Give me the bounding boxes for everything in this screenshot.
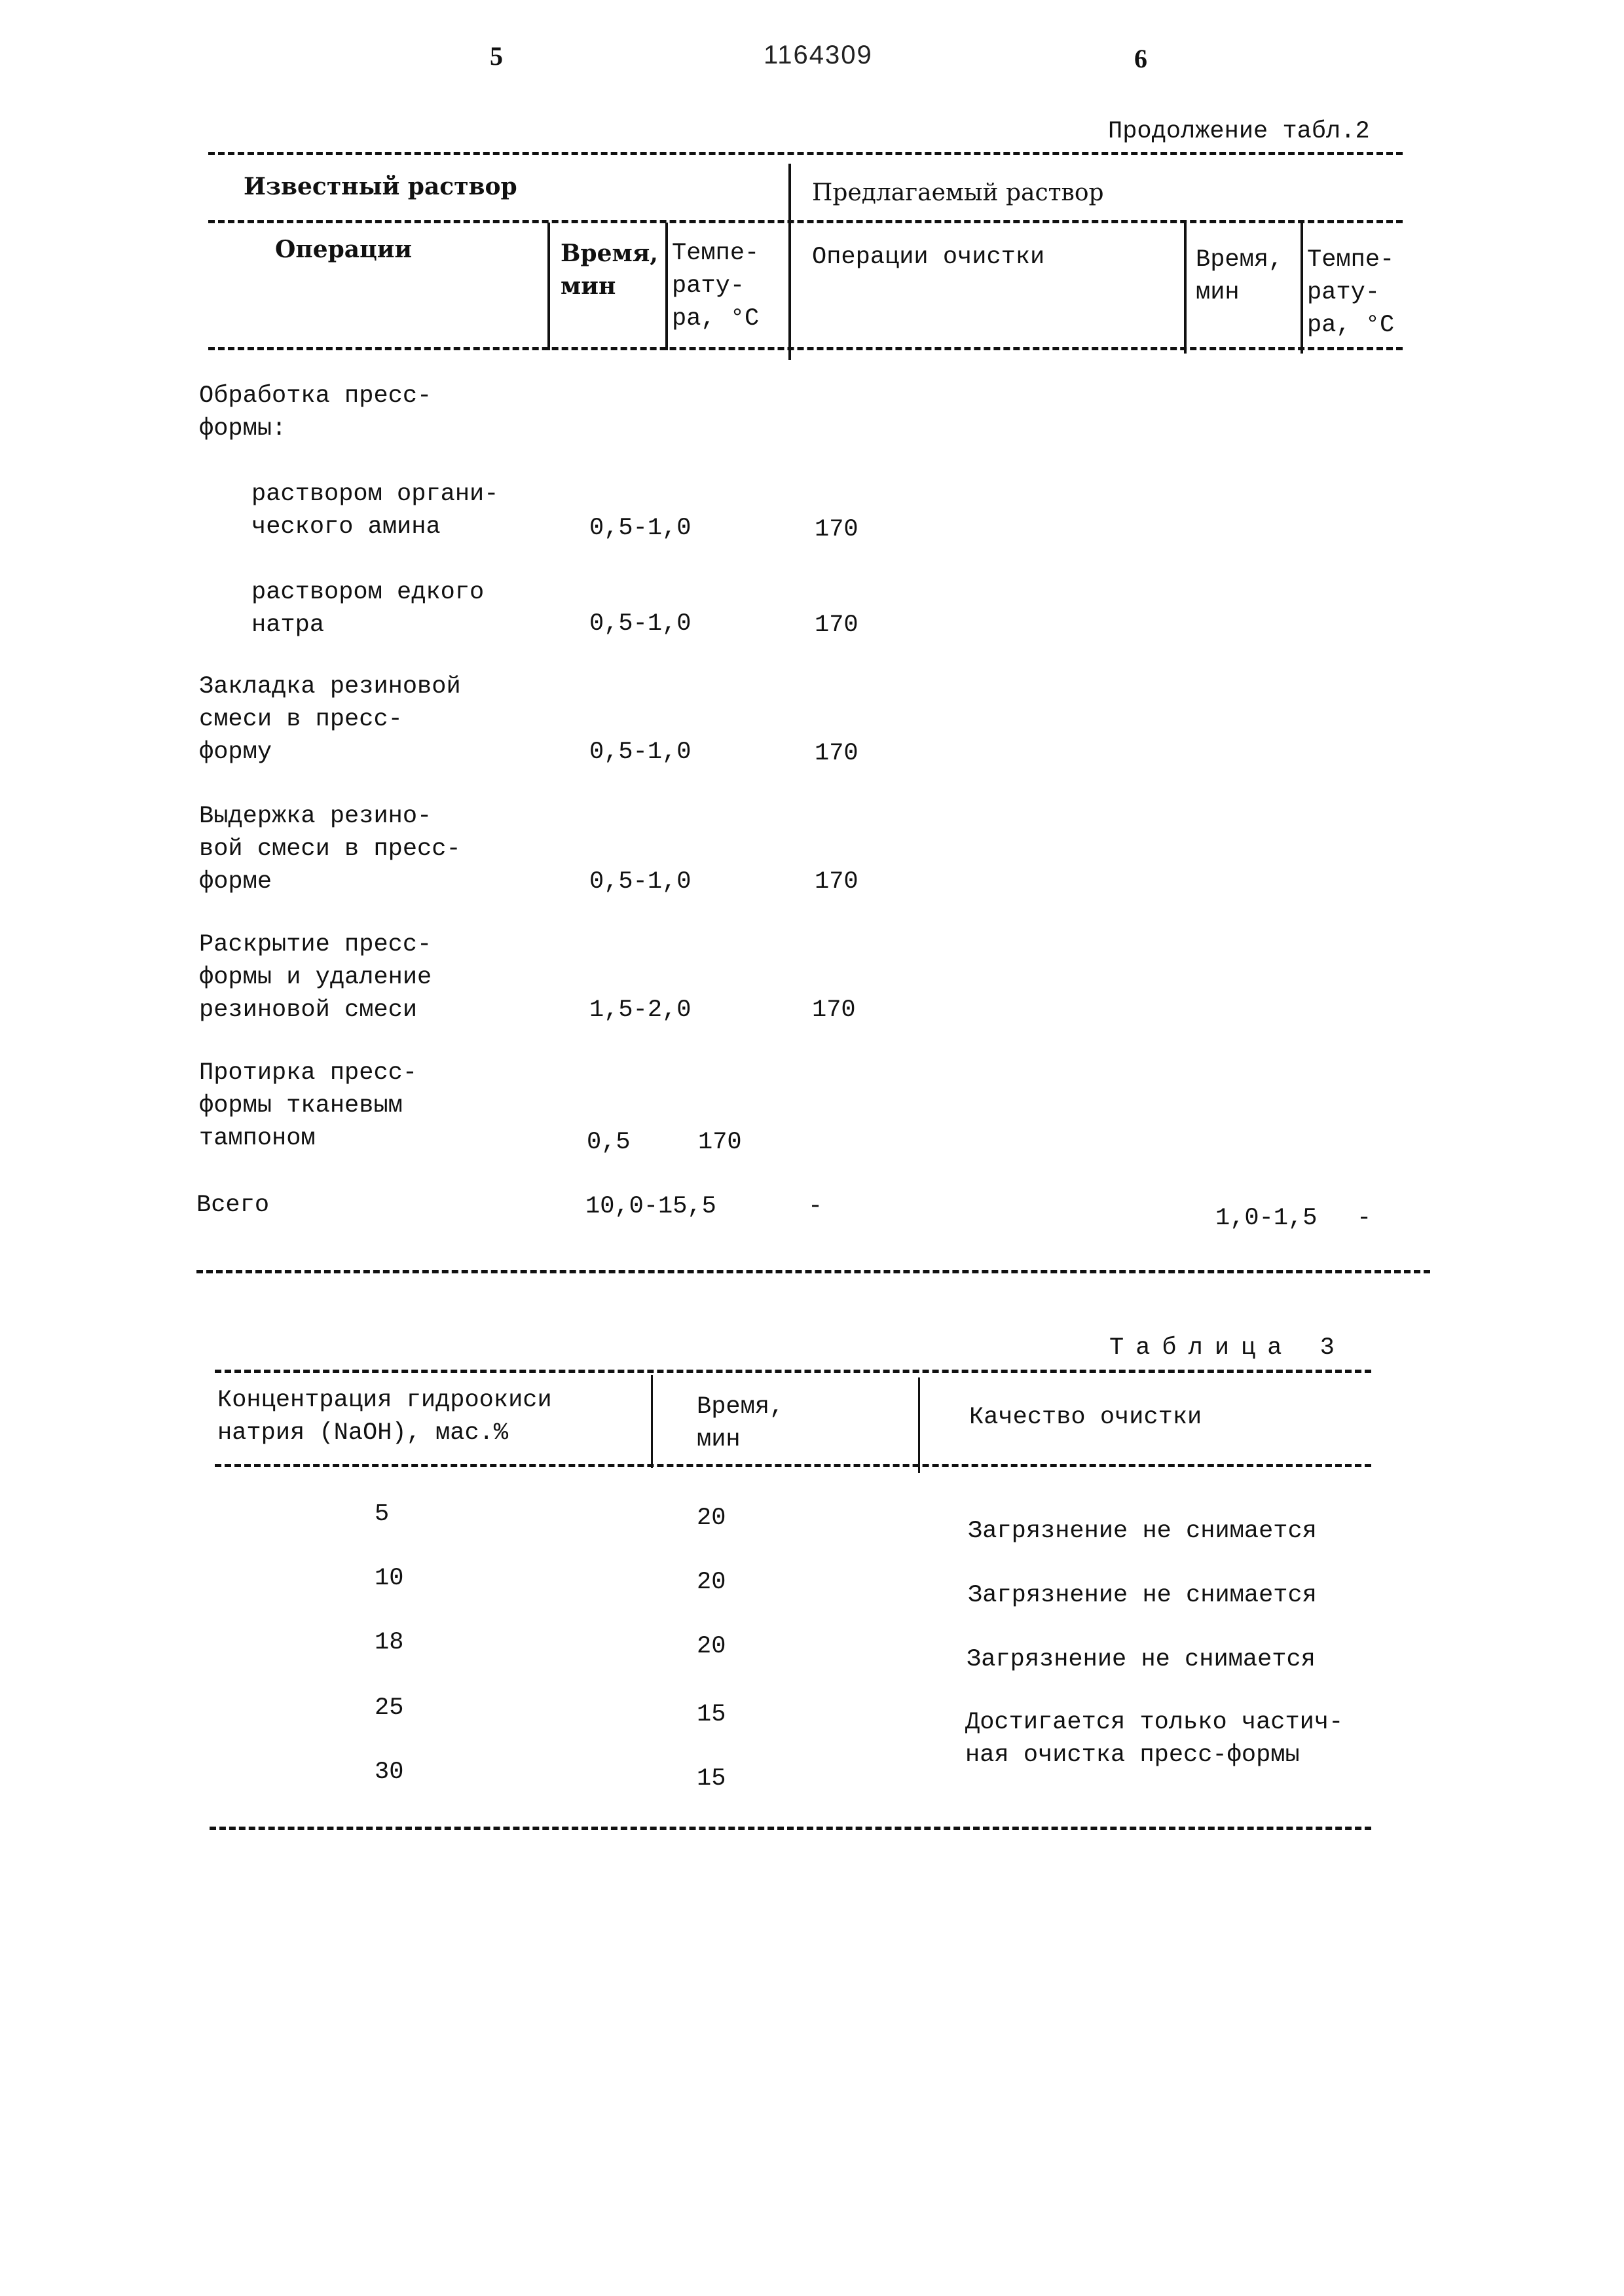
table-3-header-bottom-rule [215,1464,1371,1467]
concentration-cell: 18 [375,1626,403,1659]
table-row-operation: Раскрытие пресс- формы и удаление резиновой смеси [199,928,432,1027]
total-known-temperature: - [808,1190,822,1223]
concentration-header: Концентрация гидроокиси натрия (NaOH), мас.% [217,1384,552,1449]
col-divider [665,223,668,350]
table-row-temperature: 170 [812,994,856,1027]
table-row-time: 0,5-1,0 [589,736,691,769]
table-2-group-rule [208,220,1403,223]
quality-cell: Загрязнение не снимается [968,1579,1317,1612]
time-cell: 20 [697,1630,726,1663]
table-2-group-divider [788,164,791,360]
table-2-caption: Продолжение табл.2 [1108,115,1370,148]
quality-cell: Загрязнение не снимается [967,1643,1316,1676]
time-header: Время, мин [697,1391,784,1456]
time-cell: 15 [697,1762,726,1795]
table-row-operation: раствором органи- ческого амина [251,478,498,543]
left-page-number: 5 [490,41,503,71]
total-label: Всего [196,1189,269,1222]
table-row-temperature: 170 [815,609,858,642]
col-divider [1184,223,1187,354]
total-proposed-temperature: - [1357,1202,1371,1235]
table-row-temperature: 170 [815,866,858,898]
known-temperature-header: Темпе- рату- ра, °C [672,237,759,335]
table-3-top-rule [215,1370,1371,1373]
col-divider [918,1377,920,1473]
time-cell: 15 [697,1698,726,1731]
table-row-operation: Протирка пресс- формы тканевым тампоном [199,1057,417,1155]
table-row-temperature: 170 [815,513,858,546]
table-row-operation: Закладка резиновой смеси в пресс- форму [199,670,461,769]
total-proposed-time: 1,0-1,5 [1215,1202,1317,1235]
time-cell: 20 [697,1502,726,1535]
table-row-time: 0,5-1,0 [589,608,691,640]
quality-cell: Достигается только частич- ная очистка пресс-формы [965,1706,1343,1772]
right-page-number: 6 [1134,43,1147,74]
table-2-top-rule [208,152,1403,155]
table-row-operation: Обработка пресс- формы: [199,380,432,445]
quality-header: Качество очистки [969,1401,1202,1434]
table-3-caption: Таблица 3 [1109,1332,1346,1364]
table-row-temperature: 170 [815,737,858,770]
col-divider [547,223,550,350]
table-3-bottom-rule [210,1827,1371,1830]
proposed-temperature-header: Темпе- рату- ра, °C [1307,244,1394,342]
time-cell: 20 [697,1566,726,1599]
table-row-time: 1,5-2,0 [589,994,691,1027]
concentration-cell: 10 [375,1562,403,1595]
proposed-time-header: Время, мин [1196,244,1283,309]
table-row-time: 0,5 [587,1126,631,1159]
known-operations-header: Операции [275,236,412,263]
known-solution-header: Известный раствор [244,173,517,200]
table-2-header-bottom-rule [208,347,1403,350]
total-known-time: 10,0-15,5 [585,1190,716,1223]
table-row-temperature: 170 [698,1126,742,1159]
table-row-time: 0,5-1,0 [589,866,691,898]
concentration-cell: 30 [375,1756,403,1789]
document-number: 1164309 [764,41,873,70]
proposed-operations-header: Операции очистки [812,241,1044,274]
col-divider [1301,223,1303,354]
proposed-solution-header: Предлагаемый раствор [812,177,1104,210]
quality-cell: Загрязнение не снимается [968,1515,1317,1548]
concentration-cell: 5 [375,1498,389,1531]
known-time-header: Время, мин [561,237,658,302]
table-row-time: 0,5-1,0 [589,512,691,545]
table-row-operation: Выдержка резино- вой смеси в пресс- форме [199,800,461,898]
table-2-bottom-rule [196,1270,1430,1273]
table-row-operation: раствором едкого натра [251,576,484,642]
concentration-cell: 25 [375,1692,403,1724]
col-divider [651,1375,653,1468]
